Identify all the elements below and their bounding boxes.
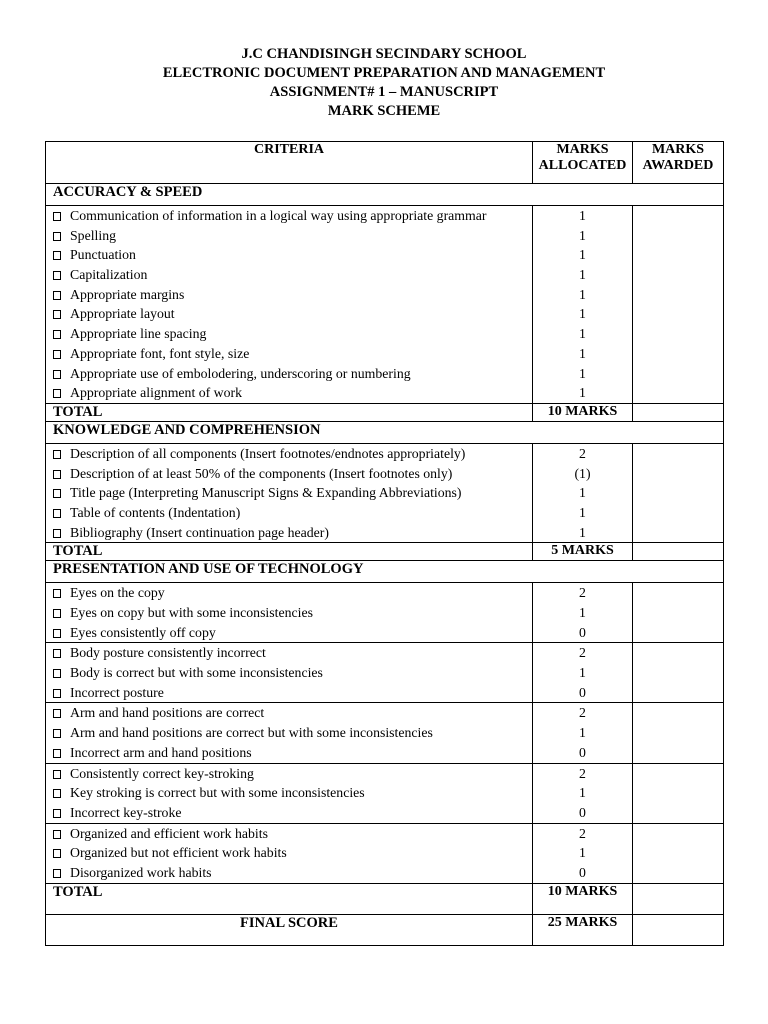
checkbox-bullet-icon (53, 330, 61, 339)
criteria-item-text: Description of all components (Insert footnotes/endnotes appropriately) (70, 445, 466, 461)
total-row (46, 543, 724, 561)
criteria-item-text: Punctuation (70, 247, 136, 263)
criteria-item (46, 824, 532, 844)
checkbox-bullet-icon (53, 232, 61, 241)
checkbox-bullet-icon (53, 770, 61, 779)
checkbox-bullet-icon (53, 849, 61, 858)
total-label: TOTAL (46, 883, 533, 914)
criteria-item (46, 764, 532, 784)
criteria-item-text: Appropriate margins (70, 286, 185, 302)
mark-value: 1 (579, 665, 586, 681)
criteria-item (46, 723, 532, 743)
marks-awarded-cell[interactable] (633, 206, 724, 404)
criteria-item-text: Appropriate layout (70, 306, 175, 322)
criteria-item-text: Organized but not efficient work habits (70, 845, 287, 861)
marks-allocated-list (533, 823, 633, 883)
mark-value: 0 (579, 684, 586, 700)
criteria-item (46, 583, 532, 603)
criteria-item (46, 464, 532, 484)
criteria-list (46, 206, 533, 404)
criteria-item-text: Arm and hand positions are correct but with some inconsistencies (70, 725, 433, 741)
criteria-item (46, 285, 532, 305)
criteria-item-text: Capitalization (70, 267, 148, 283)
criteria-item-text: Eyes on copy but with some inconsistencies (70, 605, 313, 620)
criteria-item (46, 623, 532, 643)
mark-value: 1 (579, 845, 586, 861)
criteria-item-text: Key stroking is correct but with some inconsistencies (70, 785, 365, 801)
mark-value: (1) (574, 465, 591, 481)
marks-allocated-list (533, 443, 633, 542)
section-title: KNOWLEDGE AND COMPREHENSION (46, 421, 724, 443)
total-marks: 10 MARKS (533, 883, 633, 914)
criteria-item (46, 803, 532, 823)
criteria-item (46, 783, 532, 803)
mark-value: 1 (579, 208, 586, 223)
criteria-header: CRITERIA (46, 142, 533, 184)
criteria-item-text: Appropriate use of embolodering, underscoring or numbering (70, 365, 411, 381)
mark-value: 0 (579, 744, 586, 760)
scheme-title: MARK SCHEME (327, 103, 441, 119)
marks-allocated-list (533, 583, 633, 643)
criteria-group-row (46, 823, 724, 883)
marks-awarded-cell[interactable] (633, 823, 724, 883)
checkbox-bullet-icon (53, 609, 61, 618)
mark-value: 1 (579, 267, 586, 283)
checkbox-bullet-icon (53, 689, 61, 698)
mark-value: 1 (579, 524, 586, 540)
total-row (46, 883, 724, 914)
mark-value: 1 (579, 306, 586, 322)
checkbox-bullet-icon (53, 450, 61, 459)
marks-awarded-cell[interactable] (633, 583, 724, 643)
criteria-item (46, 663, 532, 683)
criteria-item-text: Consistently correct key-stroking (70, 765, 254, 781)
section-title-row (46, 561, 724, 583)
section-title: PRESENTATION AND USE OF TECHNOLOGY (46, 561, 724, 583)
criteria-list (46, 703, 533, 763)
total-awarded-cell[interactable] (633, 883, 724, 914)
criteria-group-row (46, 583, 724, 643)
checkbox-bullet-icon (53, 489, 61, 498)
criteria-item-text: Title page (Interpreting Manuscript Signs & Expanding Abbreviations) (70, 485, 462, 501)
criteria-item-text: Spelling (70, 227, 116, 243)
checkbox-bullet-icon (53, 470, 61, 479)
marks-allocated-list (533, 703, 633, 763)
marks-allocated-list (533, 763, 633, 823)
criteria-group-row (46, 443, 724, 542)
checkbox-bullet-icon (53, 350, 61, 359)
marks-allocated-header-line2: ALLOCATED (538, 158, 627, 173)
checkbox-bullet-icon (53, 830, 61, 839)
total-marks: 5 MARKS (533, 543, 633, 561)
criteria-group-row (46, 703, 724, 763)
criteria-item-text: Incorrect key-stroke (70, 804, 182, 820)
criteria-item (46, 265, 532, 285)
mark-value: 1 (579, 326, 586, 342)
criteria-item-text: Appropriate alignment of work (70, 385, 243, 401)
checkbox-bullet-icon (53, 709, 61, 718)
criteria-list (46, 443, 533, 542)
criteria-item (46, 245, 532, 265)
section-title-row (46, 421, 724, 443)
criteria-group-row (46, 206, 724, 404)
total-row (46, 403, 724, 421)
criteria-item-text: Description of at least 50% of the components (Insert footnotes only) (70, 465, 453, 481)
checkbox-bullet-icon (53, 291, 61, 300)
marks-allocated-list (533, 206, 633, 404)
school-name: J.C CHANDISINGH SECINDARY SCHOOL (241, 46, 527, 62)
criteria-item-text: Arm and hand positions are correct (70, 705, 265, 721)
mark-value: 1 (579, 345, 586, 361)
criteria-item (46, 206, 532, 226)
checkbox-bullet-icon (53, 729, 61, 738)
final-score-row (46, 914, 724, 945)
checkbox-bullet-icon (53, 669, 61, 678)
criteria-item-text: Appropriate font, font style, size (70, 345, 250, 361)
criteria-group-row (46, 763, 724, 823)
criteria-item-text: Appropriate line spacing (70, 326, 207, 342)
table-header-row (46, 142, 724, 184)
checkbox-bullet-icon (53, 271, 61, 280)
criteria-item-text: Organized and efficient work habits (70, 825, 268, 841)
criteria-item-text: Eyes on the copy (70, 585, 165, 601)
criteria-list (46, 823, 533, 883)
mark-scheme-table (45, 141, 724, 946)
mark-value: 2 (579, 585, 586, 601)
mark-value: 1 (579, 227, 586, 243)
criteria-item (46, 523, 532, 543)
mark-value: 1 (579, 504, 586, 520)
criteria-item (46, 444, 532, 464)
final-score-awarded-cell[interactable] (633, 914, 724, 945)
checkbox-bullet-icon (53, 629, 61, 638)
checkbox-bullet-icon (53, 389, 61, 398)
criteria-item (46, 364, 532, 384)
criteria-item (46, 304, 532, 324)
criteria-item (46, 226, 532, 246)
criteria-item-text: Incorrect posture (70, 684, 164, 700)
criteria-list (46, 763, 533, 823)
criteria-item-text: Eyes consistently off copy (70, 624, 216, 640)
section-title: ACCURACY & SPEED (46, 184, 724, 206)
document-header (0, 45, 768, 121)
criteria-list (46, 643, 533, 703)
final-score-marks: 25 MARKS (533, 914, 633, 945)
checkbox-bullet-icon (53, 251, 61, 260)
criteria-item (46, 383, 532, 403)
marks-awarded-header-line2: AWARDED (642, 158, 714, 173)
checkbox-bullet-icon (53, 589, 61, 598)
mark-value: 1 (579, 385, 586, 401)
criteria-item (46, 324, 532, 344)
mark-value: 2 (579, 445, 586, 461)
criteria-item (46, 483, 532, 503)
total-awarded-cell[interactable] (633, 403, 724, 421)
checkbox-bullet-icon (53, 370, 61, 379)
checkbox-bullet-icon (53, 212, 61, 221)
criteria-list (46, 583, 533, 643)
criteria-item (46, 503, 532, 523)
criteria-item (46, 863, 532, 883)
criteria-item-text: Body posture consistently incorrect (70, 645, 266, 661)
criteria-item (46, 843, 532, 863)
total-awarded-cell[interactable] (633, 543, 724, 561)
checkbox-bullet-icon (53, 749, 61, 758)
checkbox-bullet-icon (53, 529, 61, 538)
marks-awarded-header-line1: MARKS (651, 142, 705, 157)
checkbox-bullet-icon (53, 809, 61, 818)
criteria-item-text: Incorrect arm and hand positions (70, 744, 252, 760)
final-score-label: FINAL SCORE (46, 914, 533, 945)
criteria-item (46, 344, 532, 364)
criteria-item-text: Bibliography (Insert continuation page header) (70, 524, 329, 540)
section-title-row (46, 184, 724, 206)
criteria-item (46, 643, 532, 663)
marks-awarded-header (633, 142, 724, 184)
checkbox-bullet-icon (53, 649, 61, 658)
checkbox-bullet-icon (53, 310, 61, 319)
checkbox-bullet-icon (53, 789, 61, 798)
mark-value: 2 (579, 825, 586, 841)
marks-awarded-cell[interactable] (633, 643, 724, 703)
checkbox-bullet-icon (53, 509, 61, 518)
marks-awarded-cell[interactable] (633, 703, 724, 763)
mark-value: 1 (579, 485, 586, 501)
criteria-item-text: Communication of information in a logical way using appropriate grammar (70, 208, 487, 223)
mark-value: 0 (579, 624, 586, 640)
marks-awarded-cell[interactable] (633, 443, 724, 542)
subject-title: ELECTRONIC DOCUMENT PREPARATION AND MANAGEMENT (162, 65, 606, 81)
total-label: TOTAL (46, 403, 533, 421)
total-label: TOTAL (46, 543, 533, 561)
mark-value: 1 (579, 286, 586, 302)
total-marks: 10 MARKS (533, 403, 633, 421)
mark-value: 2 (579, 645, 586, 661)
criteria-item (46, 683, 532, 703)
mark-value: 1 (579, 785, 586, 801)
mark-value: 2 (579, 705, 586, 721)
criteria-group-row (46, 643, 724, 703)
criteria-item-text: Body is correct but with some inconsistencies (70, 665, 323, 681)
mark-value: 0 (579, 864, 586, 880)
mark-value: 1 (579, 605, 586, 620)
assignment-title: ASSIGNMENT# 1 – MANUSCRIPT (269, 84, 499, 100)
checkbox-bullet-icon (53, 869, 61, 878)
mark-value: 0 (579, 804, 586, 820)
mark-value: 1 (579, 365, 586, 381)
criteria-item (46, 603, 532, 623)
marks-allocated-list (533, 643, 633, 703)
criteria-item (46, 743, 532, 763)
mark-value: 1 (579, 725, 586, 741)
marks-awarded-cell[interactable] (633, 763, 724, 823)
mark-value: 2 (579, 765, 586, 781)
marks-allocated-header-line1: MARKS (556, 142, 609, 157)
mark-value: 1 (579, 247, 586, 263)
criteria-item (46, 703, 532, 723)
marks-allocated-header (533, 142, 633, 184)
criteria-item-text: Table of contents (Indentation) (70, 504, 241, 520)
criteria-item-text: Disorganized work habits (70, 864, 212, 880)
